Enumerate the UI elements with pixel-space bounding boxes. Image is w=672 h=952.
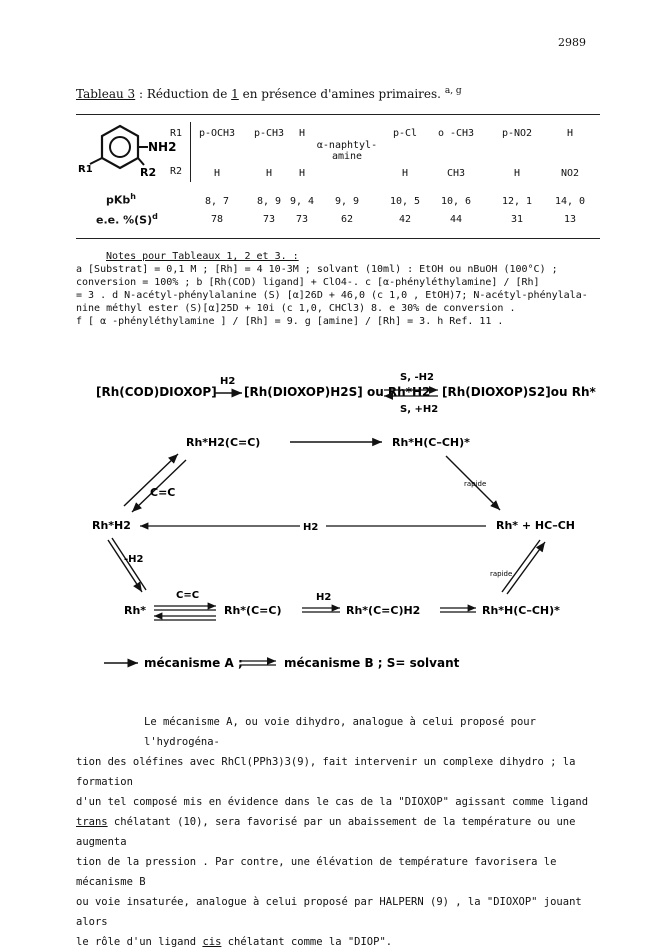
ee-4: 62 <box>340 214 354 225</box>
body-line-5: tion de la pression . Par contre, une élévation de température favorisera le mécanisme B <box>76 856 557 888</box>
caption-text2: en présence d'amines primaires. <box>238 87 441 101</box>
col-5-r1: p-Cl <box>392 128 418 139</box>
col-3-r2: H <box>298 168 306 179</box>
pkb-3: 9, 4 <box>289 196 315 207</box>
caption-text: : Réduction de <box>135 87 232 101</box>
notes-line-3: = 3 . d N-acétyl-phénylalanine (S) [α]26D + 46,0 (c 1,0 , EtOH)7; N-acétyl-phénylala- <box>76 290 588 301</box>
body-line-3: d'un tel composé mis en évidence dans le cas de la "DIOXOP" agissant comme ligand <box>76 796 589 808</box>
body-text <box>76 712 610 952</box>
scheme-dihydride: [Rh(DIOXOP)H2S] ou Rh*H2 <box>244 385 431 399</box>
ee-8: 13 <box>563 214 577 225</box>
notes-line-1: a [Substrat] = 0,1 M ; [Rh] = 4 10-3M ; solvant (10ml) : EtOH ou nBuOH (100°C) ; <box>76 264 558 275</box>
col-2-r1: p-CH3 <box>253 128 285 139</box>
pkb-6: 10, 6 <box>440 196 472 207</box>
col-5-r2: H <box>401 168 409 179</box>
arrow-rapide-2b <box>507 542 545 594</box>
structure-r2: R2 <box>140 166 157 179</box>
row-label-r2: R2 <box>170 166 183 177</box>
arrow-rapide-2a <box>502 540 540 592</box>
notes-line-5: f [ α -phényléthylamine ] / [Rh] = 9. g [amine] / [Rh] = 3. h Ref. 11 . <box>76 316 504 327</box>
scheme-mid-h2: H2 <box>303 522 319 533</box>
scheme-node-b1: Rh*(C=C) <box>224 604 282 617</box>
body-line-7: le rôle d'un ligand cis chélatant comme la "DIOP". <box>76 936 393 948</box>
ee-2: 73 <box>262 214 276 225</box>
scheme-node-a1: Rh*H2(C=C) <box>186 436 261 449</box>
col-8-r2: NO2 <box>560 168 580 179</box>
page-number: 2989 <box>558 36 586 49</box>
row-label-r1: R1 <box>170 128 183 139</box>
scheme-eq-bottom: S, +H2 <box>400 404 439 415</box>
body-line-2: tion des oléfines avec RhCl(PPh3)3(9), fait intervenir un complexe dihydro ; la formation <box>76 756 576 788</box>
scheme-eq-top: S, -H2 <box>400 372 434 383</box>
caption-sup: a, g <box>444 86 462 96</box>
scheme-rapide-1: rapide <box>464 480 487 488</box>
col-1-r2: H <box>213 168 221 179</box>
ee-6: 44 <box>449 214 463 225</box>
row-label-pkb: pKb$^h$ <box>106 192 136 207</box>
scheme-node-mid-left: Rh*H2 <box>92 519 131 532</box>
caption-label: Tableau 3 <box>76 87 136 101</box>
scheme-node-b3: Rh*H(C–CH)* <box>482 604 560 617</box>
ee-3: 73 <box>295 214 309 225</box>
scheme-node-b2: Rh*(C=C)H2 <box>346 604 421 617</box>
scheme-node-mid-right: Rh* + HC–CH <box>496 519 575 532</box>
col-8-r1: H <box>566 128 574 139</box>
scheme-top-right: [Rh(DIOXOP)S2]ou Rh* <box>442 385 596 399</box>
scheme-top-left: [Rh(COD)DIOXOP] <box>96 385 217 399</box>
scheme-legend-a: mécanisme A ; <box>144 656 243 670</box>
body-line-1: Le mécanisme A, ou voie dihydro, analogue à celui proposé pour l'hydrogéna- <box>144 716 536 748</box>
ee-1: 78 <box>210 214 224 225</box>
table-caption <box>76 86 462 101</box>
pkb-5: 10, 5 <box>389 196 421 207</box>
notes-title: Notes pour Tableaux 1, 2 et 3. : <box>106 251 299 262</box>
structure-r1: R1 <box>78 164 93 175</box>
pkb-7: 12, 1 <box>501 196 533 207</box>
scheme-b-h2: H2 <box>316 592 332 603</box>
ee-7: 31 <box>510 214 524 225</box>
col-6-r1: o -CH3 <box>437 128 475 139</box>
pkb-1: 8, 7 <box>204 196 230 207</box>
scheme-h2-label: H2 <box>220 376 236 387</box>
body-line-6: ou voie insaturée, analogue à celui proposé par HALPERN (9) , la "DIOXOP" jouant alors <box>76 896 582 928</box>
scheme-b-alkene: C=C <box>176 590 200 601</box>
col-1-r1: p-OCH3 <box>198 128 236 139</box>
notes-line-2: conversion = 100% ; b [Rh(COD) ligand] + ClO4-. c [α-phényléthylamine] / [Rh] <box>76 277 540 288</box>
col-3-r1: H <box>298 128 306 139</box>
scheme-node-a2: Rh*H(C–CH)* <box>392 436 470 449</box>
col-7-r2: H <box>513 168 521 179</box>
mechanism-scheme <box>0 360 672 680</box>
body-line-4: trans chélatant (10), sera favorisé par un abaissement de la température ou une augmenta <box>76 816 576 848</box>
table-bottom-rule <box>76 238 600 239</box>
ee-5: 42 <box>398 214 412 225</box>
caption-compound: 1 <box>231 87 239 101</box>
table-top-rule <box>76 114 600 115</box>
pkb-2: 8, 9 <box>256 196 282 207</box>
scheme-rapide-2: rapide <box>490 570 513 578</box>
pkb-8: 14, 0 <box>554 196 586 207</box>
col-6-r2: CH3 <box>446 168 466 179</box>
structure-nh2: NH2 <box>148 140 177 154</box>
table-notes <box>76 250 606 328</box>
notes-line-4: nine méthyl ester (S)[α]25D + 10i (c 1,0, CHCl3) 8. e 30% de conversion . <box>76 303 516 314</box>
scheme-minus-h2: -H2 <box>124 554 144 565</box>
scheme-legend-b: mécanisme B ; S= solvant <box>284 656 460 670</box>
arrow-minus-h2-b <box>108 540 142 592</box>
scheme-alkene-label: C=C <box>150 486 176 499</box>
pkb-4: 9, 9 <box>334 196 360 207</box>
col-4-r1: α-naphtyl-amine <box>316 140 378 162</box>
col-7-r1: p-NO2 <box>501 128 533 139</box>
row-label-ee: e.e. $\%(S)^d$ <box>96 212 158 227</box>
col-2-r2: H <box>265 168 273 179</box>
scheme-node-b0: Rh* <box>124 604 147 617</box>
